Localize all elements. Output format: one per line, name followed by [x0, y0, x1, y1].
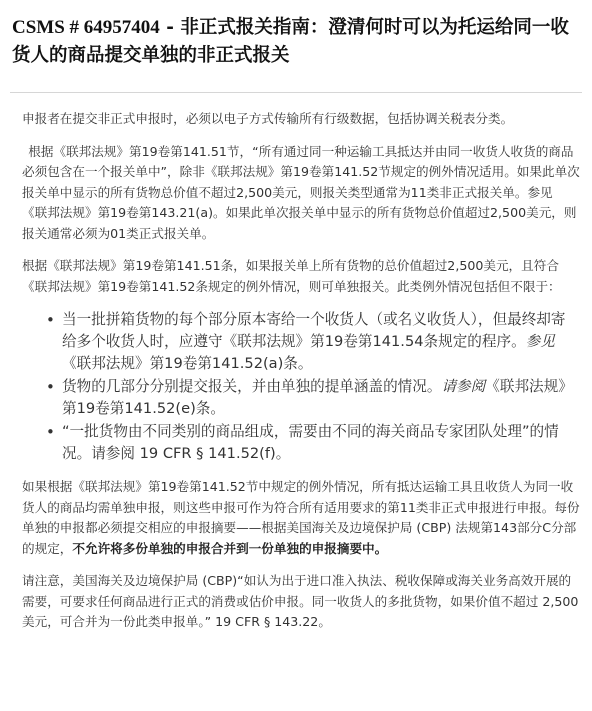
document-body: [0, 93, 592, 633]
paragraph-type-11-informal-entries: [22, 477, 580, 559]
paragraph-cbp-formal-entry-note: 请注意，美国海关及边境保护局 (CBP)“如认为出于进口准入执法、税收保障或海关业务高效开展的需要，可要求任何商品进行正式的消费或估价申报。同一收货人的多批货物，如果价值不超过 2,500 美元，可合并为一份此类申报单。” 19 CFR § 143.22。: [22, 573, 579, 629]
list-item: [62, 376, 580, 420]
paragraph-single-entry-rule: 根据《联邦法规》第19卷第141.51节，“所有通过同一种运输工具抵达并由同一收货人收货的商品必须包含在一个报关单中”，除非《联邦法规》第19卷第141.52节规定的例外情况适用。如果此单次报关单中显示的所有货物总价值不超过2,500美元，则报关类型通常为11类非正式报关单。参见 《联邦法规》第19卷第143.21(a)。如果此单次报关单中显示的所有货物总价值超过2,500美元，则报关通常必须为01类正式报关单。: [22, 143, 580, 241]
list-item: [62, 309, 580, 375]
bullet-text: “一批货物由不同类别的商品组成，需要由不同的海关商品专家团队处理”的情况。请参阅 19 CFR § 141.52(f)。: [62, 423, 559, 462]
bullet-see-label: 请参阅: [441, 378, 486, 395]
document-title: [0, 0, 592, 70]
bullet-reference: 《联邦法规》第19卷第141.52(a)条。: [62, 355, 313, 372]
bullet-text: 当一批拼箱货物的每个部分原本寄给一个收货人（或名义收货人），但最终却寄给多个收货人时，应遵守《联邦法规》第19卷第141.54条规定的程序。: [62, 311, 566, 350]
bullet-reference: 《联邦法规》第19卷第141.52(e)条。: [62, 378, 573, 417]
paragraph-separate-entry-exceptions: 根据《联邦法规》第19卷第141.51条，如果报关单上所有货物的总价值超过2,500美元，且符合《联邦法规》第19卷第141.52条规定的例外情况，则可单独报关。此类例外情况包括但不限于：: [22, 258, 561, 294]
bullet-text: 货物的几部分分别提交报关，并由单独的提单涵盖的情况。: [62, 378, 442, 395]
csms-number: CSMS # 64957404: [12, 17, 160, 38]
exception-list: [22, 309, 580, 465]
title-separator: -: [159, 17, 181, 38]
bullet-see-label: 参见: [525, 333, 555, 350]
list-item: [62, 421, 580, 465]
paragraph-line-level-data: 申报者在提交非正式申报时，必须以电子方式传输所有行级数据，包括协调关税表分类。: [22, 111, 514, 126]
title-text: 非正式报关指南：澄清何时可以为托运给同一收货人的商品提交单独的非正式报关: [12, 17, 569, 66]
paragraph-bold-note: 不允许将多份单独的申报合并到一份单独的申报摘要中。: [72, 540, 388, 556]
paragraph-text: 如果根据《联邦法规》第19卷第141.52节中规定的例外情况，所有抵达运输工具且收货人为同一收货人的商品均需单独申报，则这些申报可作为符合所有适用要求的第11类非正式申报进行申报。每份单独的申报都必须提交相应的申报摘要——根据美国海关及边境保护局 (CBP) 法规第143部分C分部的规定，: [22, 479, 580, 556]
